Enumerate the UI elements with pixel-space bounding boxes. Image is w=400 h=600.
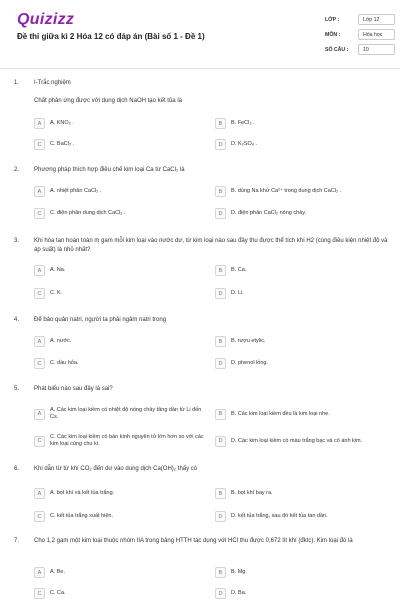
option-a[interactable] xyxy=(34,335,71,348)
option-text: B. Ca. xyxy=(231,267,247,273)
option-c[interactable] xyxy=(34,287,62,300)
worksheet-header xyxy=(0,0,400,70)
option-letter: D xyxy=(215,288,226,299)
option-letter: C xyxy=(34,208,45,219)
option-text: A. bọt khí và kết tủa trắng. xyxy=(50,490,115,496)
option-letter: B xyxy=(215,336,226,347)
option-letter: D xyxy=(215,511,226,522)
option-letter: A xyxy=(34,567,45,578)
option-text: C. Ca. xyxy=(50,590,66,596)
option-letter: C xyxy=(34,588,45,599)
question-text: Để bảo quản natri, người ta phải ngâm natri trong xyxy=(34,317,167,323)
option-b[interactable] xyxy=(215,405,390,423)
option-text: A. Các kim loại kiềm có nhiệt độ nóng chảy tăng dần từ Li đến Cs. xyxy=(50,407,202,420)
meta-value-class: Lớp 12 xyxy=(358,14,395,25)
option-letter: B xyxy=(215,488,226,499)
question-text: Phát biểu nào sau đây là sai? xyxy=(34,386,113,392)
option-c[interactable] xyxy=(34,357,78,370)
option-d[interactable] xyxy=(215,432,390,450)
meta-label-class: LỚP : xyxy=(325,17,340,23)
section-heading: I-Trắc nghiệm xyxy=(34,80,71,86)
question-text: Phương pháp thích hợp điều chế kim loại Ca từ CaCl₂ là xyxy=(34,167,185,173)
question-text: Cho 1,2 gam một kim loại thuộc nhóm IIA trong bảng HTTH tác dụng với HCl thu được 0,672 lít khí (đktc). Kim loại đó là xyxy=(34,538,353,544)
question-number: 2. xyxy=(14,167,20,173)
option-text: B. Các kim loại kiềm đều là kim loại nhẹ. xyxy=(231,410,330,417)
option-a[interactable] xyxy=(34,185,101,198)
option-text: A. Na. xyxy=(50,267,66,273)
option-c[interactable] xyxy=(34,587,66,600)
option-text: B. dùng Na khử Ca²⁺ trong dung dịch CaCl₂ . xyxy=(231,188,342,194)
meta-label-subject: MÔN : xyxy=(325,32,341,38)
option-a[interactable] xyxy=(34,264,65,277)
option-text: C. BaCl₂ . xyxy=(50,141,75,147)
option-letter: C xyxy=(34,139,45,150)
question-number: 1. xyxy=(14,80,20,86)
option-letter: B xyxy=(215,265,226,276)
option-d[interactable] xyxy=(215,207,306,220)
option-letter: B xyxy=(215,118,226,129)
option-letter: B xyxy=(215,186,226,197)
page-title: Đề thi giữa kì 2 Hóa 12 có đáp án (Bài số 1 - Đề 1) xyxy=(17,32,205,41)
option-letter: A xyxy=(34,409,45,420)
option-text: C. kết tủa trắng xuất hiện. xyxy=(50,513,113,519)
option-letter: D xyxy=(215,208,226,219)
option-letter: D xyxy=(215,139,226,150)
option-text: B. FeCl₃ . xyxy=(231,120,255,126)
option-text: A. KNO₃ . xyxy=(50,120,74,126)
option-d[interactable] xyxy=(215,287,244,300)
question-number: 7. xyxy=(14,538,20,544)
option-text: C. dầu hỏa. xyxy=(50,360,79,366)
option-letter: A xyxy=(34,488,45,499)
meta-label-count: SỐ CÂU : xyxy=(325,47,349,53)
option-d[interactable] xyxy=(215,587,246,600)
option-text: B. bọt khí bay ra. xyxy=(231,490,273,496)
option-b[interactable] xyxy=(215,185,341,198)
option-b[interactable] xyxy=(215,117,255,130)
option-letter: D xyxy=(215,588,226,599)
option-letter: C xyxy=(34,358,45,369)
option-text: A. nước. xyxy=(50,338,72,344)
option-text: D. Li. xyxy=(231,290,244,296)
option-a[interactable] xyxy=(34,566,65,579)
question-text: Khi hòa tan hoàn toàn m gam mỗi kim loại vào nước dư, từ kim loại nào sau đây thu được thể tích khí H2 (cùng điều kiện nhiệt độ và áp suất) là nhỏ nhất? xyxy=(34,238,388,253)
option-letter: C xyxy=(34,511,45,522)
option-a[interactable] xyxy=(34,487,114,500)
option-text: A. Be. xyxy=(50,569,65,575)
option-text: C. điện phân dung dịch CaCl₂ . xyxy=(50,210,126,216)
option-text: D. K₂SO₄ . xyxy=(231,141,258,147)
option-c[interactable] xyxy=(34,510,113,523)
option-b[interactable] xyxy=(215,566,247,579)
option-letter: C xyxy=(34,436,45,447)
option-text: B. rượu etylic. xyxy=(231,338,266,344)
question-number: 5. xyxy=(14,386,20,392)
option-text: D. Các kim loại kiềm có màu trắng bạc và có ánh kim. xyxy=(231,437,363,444)
option-b[interactable] xyxy=(215,264,246,277)
option-letter: A xyxy=(34,265,45,276)
option-c[interactable] xyxy=(34,432,209,450)
option-c[interactable] xyxy=(34,138,74,151)
option-letter: A xyxy=(34,118,45,129)
option-b[interactable] xyxy=(215,487,273,500)
option-letter: A xyxy=(34,336,45,347)
option-letter: B xyxy=(215,567,226,578)
option-text: D. phenol lỏng. xyxy=(231,360,268,366)
option-letter: B xyxy=(215,409,226,420)
option-d[interactable] xyxy=(215,138,257,151)
option-text: A. nhiệt phân CaCl₂ . xyxy=(50,188,102,194)
option-d[interactable] xyxy=(215,510,328,523)
option-letter: D xyxy=(215,358,226,369)
question-number: 3. xyxy=(14,238,20,244)
question-number: 6. xyxy=(14,466,20,472)
meta-value-subject: Hóa học xyxy=(358,29,395,40)
option-text: D. kết tủa trắng, sau đó kết tủa tan dần. xyxy=(231,513,328,519)
option-d[interactable] xyxy=(215,357,268,370)
question-number: 4. xyxy=(14,317,20,323)
option-letter: C xyxy=(34,288,45,299)
option-a[interactable] xyxy=(34,117,74,130)
option-b[interactable] xyxy=(215,335,266,348)
header-divider xyxy=(0,68,400,69)
option-text: C. K. xyxy=(50,290,63,296)
option-a[interactable] xyxy=(34,405,209,423)
option-letter: D xyxy=(215,436,226,447)
option-text: B. Mg. xyxy=(231,569,247,575)
question-text: Khi dẫn từ từ khí CO₂ đến dư vào dung dịch Ca(OH)₂ thấy có xyxy=(34,466,198,472)
option-text: D. Ba. xyxy=(231,590,247,596)
option-text: C. Các kim loại kiềm có bán kính nguyên tử lớn hơn so với các kim loại cùng chu kì. xyxy=(50,434,204,447)
meta-value-count: 10 xyxy=(358,44,395,55)
question-text: Chất phản ứng được với dung dịch NaOH tạo kết tủa là xyxy=(34,98,182,104)
quizizz-logo: Quizizz xyxy=(17,11,75,28)
option-c[interactable] xyxy=(34,207,126,220)
option-text: D. điện phân CaCl₂ nóng chảy. xyxy=(231,210,307,216)
option-letter: A xyxy=(34,186,45,197)
